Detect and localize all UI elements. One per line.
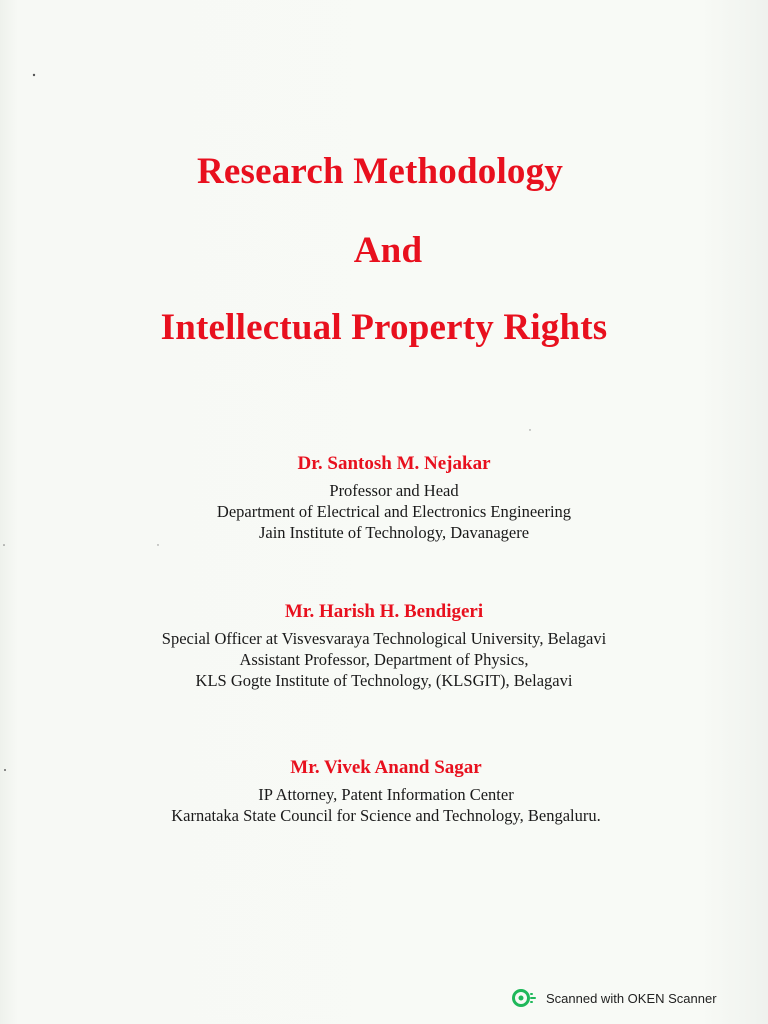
author-name: Mr. Vivek Anand Sagar (290, 757, 482, 778)
author-affiliation-line: KLS Gogte Institute of Technology, (KLSGIT), Belagavi (195, 671, 573, 690)
author-affiliation-line: IP Attorney, Patent Information Center (258, 785, 514, 804)
title-line-3: Intellectual Property Rights (160, 307, 608, 348)
author-name: Mr. Harish H. Bendigeri (284, 601, 484, 622)
author-name: Dr. Santosh M. Nejakar (297, 453, 491, 474)
author-block-1 (10, 452, 768, 543)
author-affiliation-line: Department of Electrical and Electronics Engineering (216, 502, 572, 521)
scanner-label: Scanned with OKEN Scanner (546, 990, 717, 1006)
author-affiliation-line: Jain Institute of Technology, Davanagere (258, 523, 530, 542)
author-block-3 (2, 756, 768, 826)
author-affiliation-line: Professor and Head (329, 481, 459, 500)
title-line-1: Research Methodology (196, 151, 564, 192)
title-line-2: And (353, 230, 423, 271)
scanner-watermark (512, 988, 717, 1008)
author-affiliation-line: Assistant Professor, Department of Physics, (239, 650, 529, 669)
author-affiliation-line: Karnataka State Council for Science and Technology, Bengaluru. (171, 806, 601, 825)
author-block-2 (0, 600, 768, 691)
author-affiliation-line: Special Officer at Visvesvaraya Technological University, Belagavi (161, 629, 607, 648)
oken-scanner-icon (512, 988, 540, 1008)
